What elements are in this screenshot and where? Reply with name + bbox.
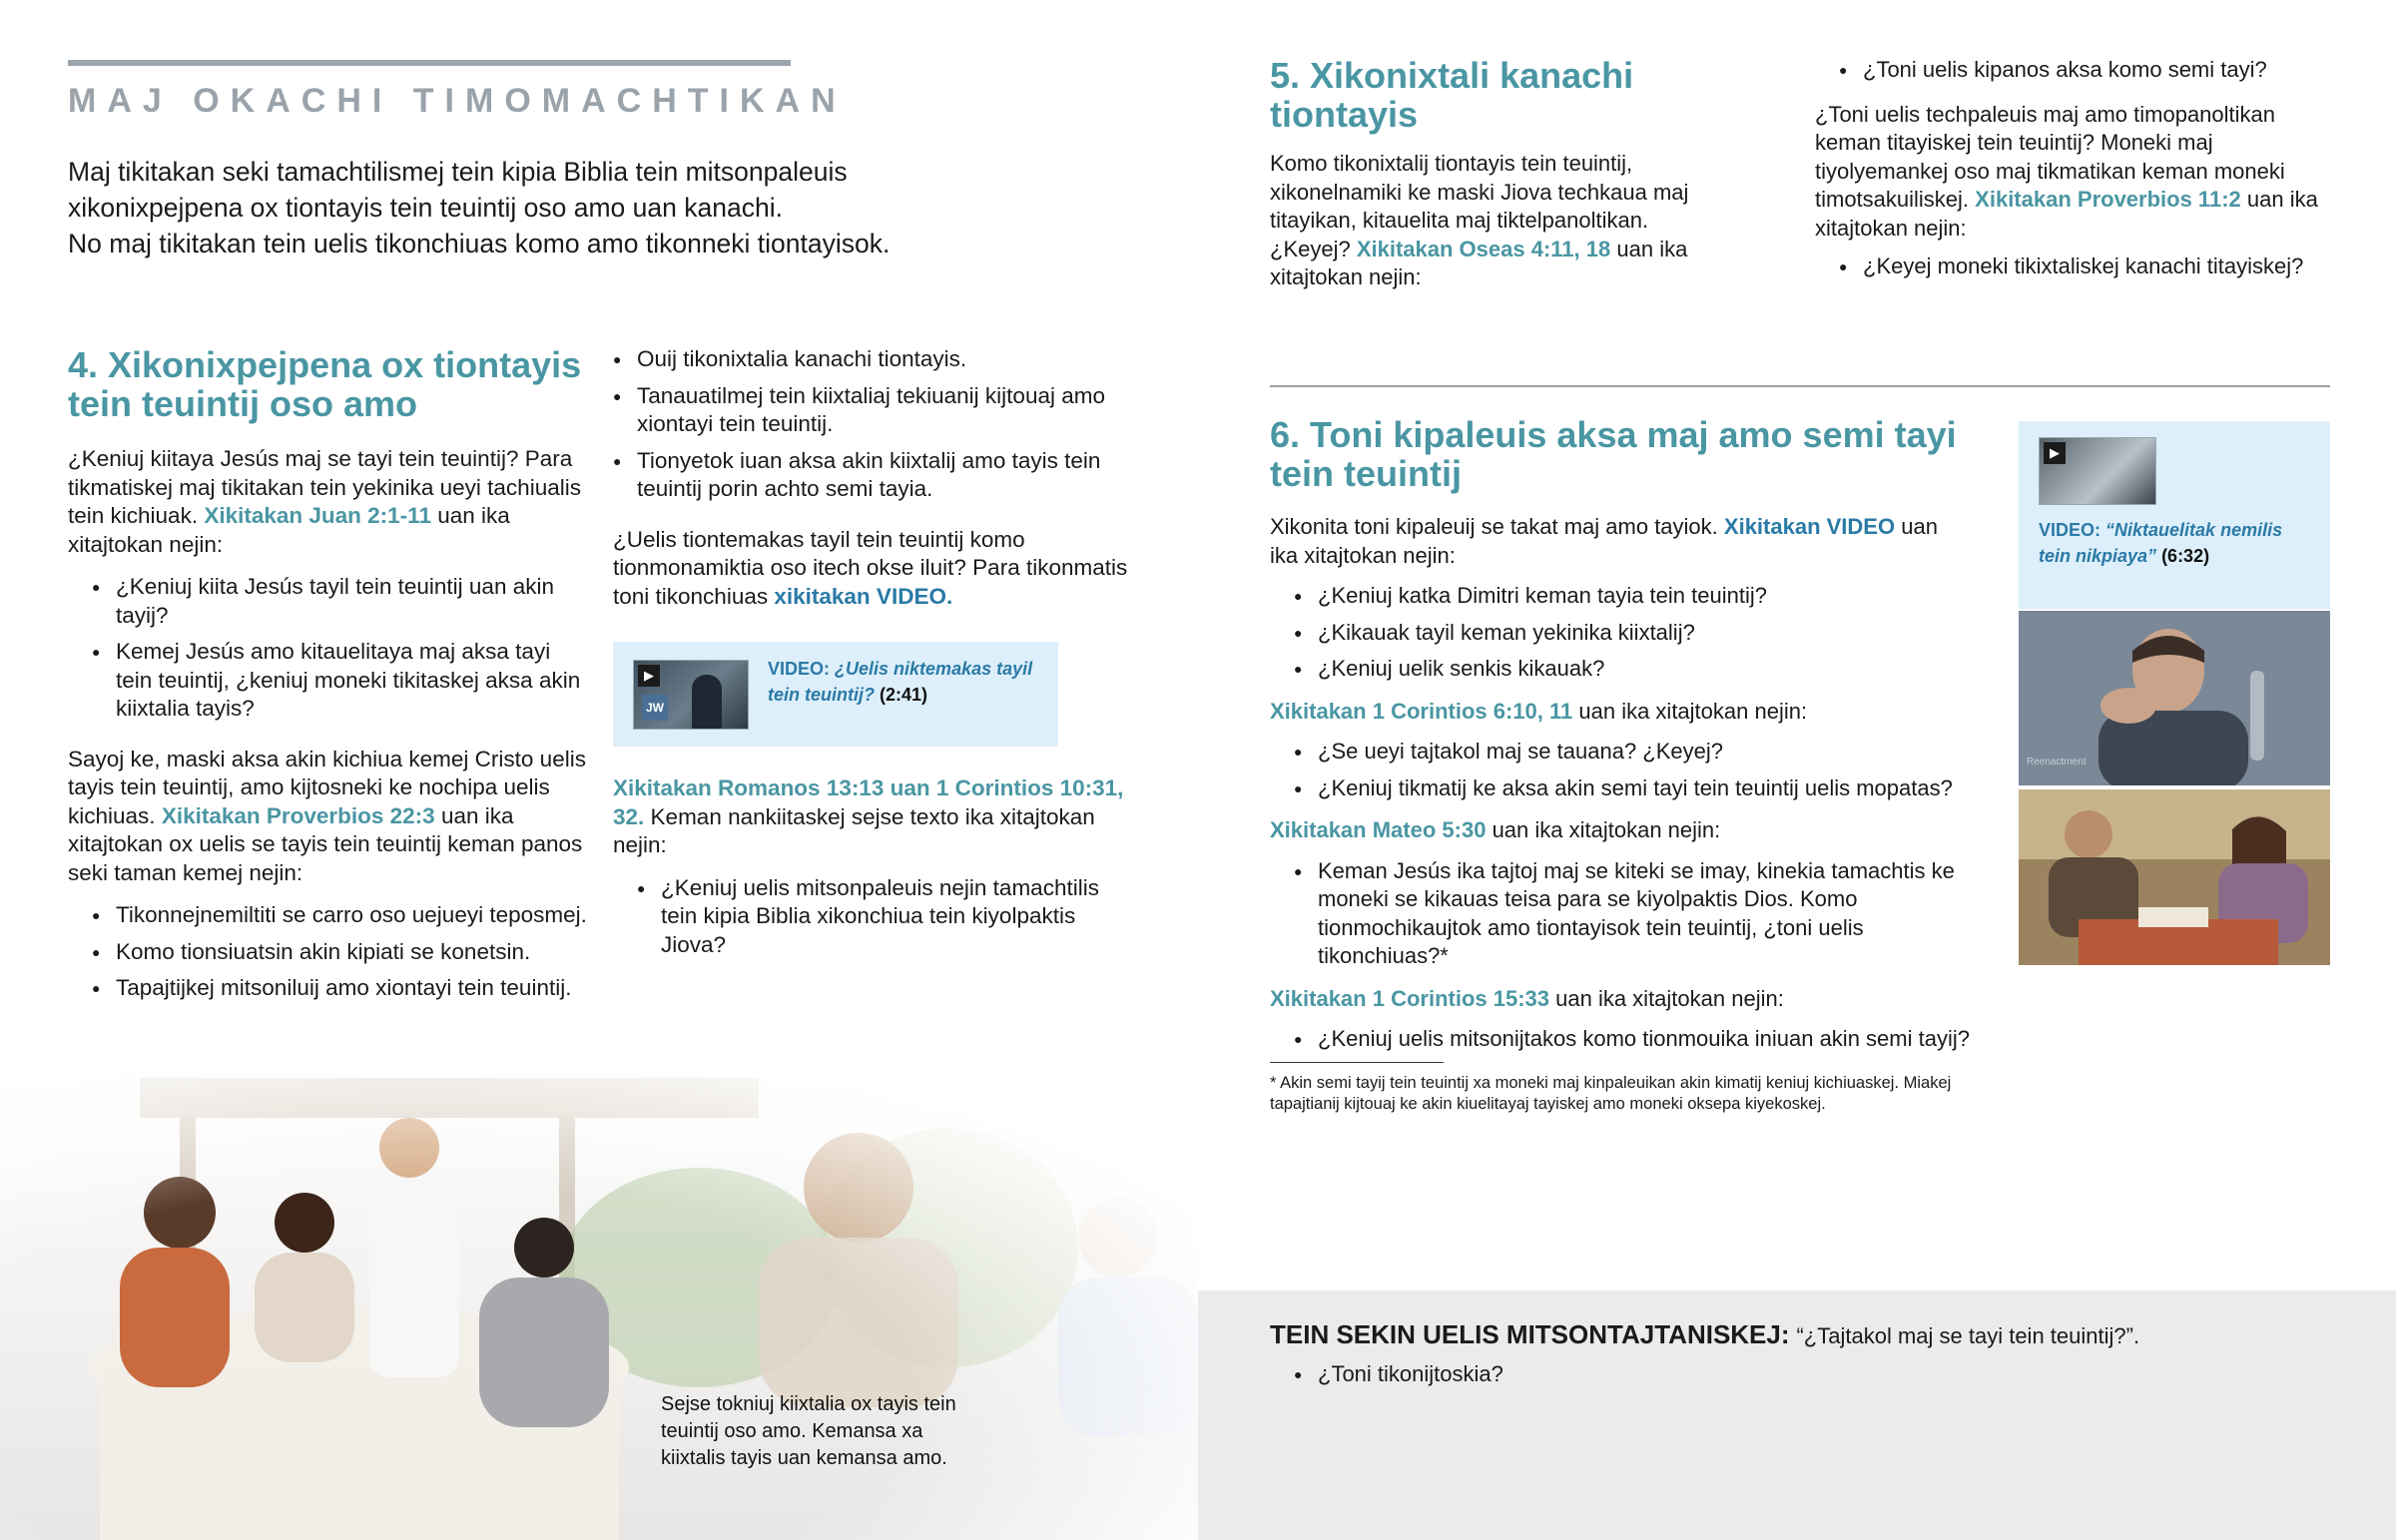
video-link[interactable]: Xikitakan VIDEO xyxy=(1723,514,1896,539)
question-item: ● ¿Keniuj katka Dimitri keman tayia tein teuintij? xyxy=(1270,582,1989,611)
section-4-col-b-lower xyxy=(613,774,1132,967)
scripture-link[interactable]: Xikitakan Mateo 5:30 xyxy=(1270,817,1487,842)
paragraph-text: Sayoj ke, maski aksa akin kichiua kemej Cristo uelis tayis tein teuintij, amo kijtosneki ke nochipa uelis kichiuas. xyxy=(68,746,586,828)
section-5-title: 5. Xikonixtali kanachi tiontayis xyxy=(1270,55,1634,135)
section-divider xyxy=(1270,385,2330,387)
paragraph-text: ¿Keniuj kiitaya Jesús maj se tayi tein teuintij? Para tikmatiskej maj tikitakan tein yekinika ueyi tachiualis tein kichiuak. xyxy=(68,446,581,528)
intro-line: No maj tikitakan tein uelis tikonchiuas komo amo tikonneki tiontayisok. xyxy=(68,229,891,258)
video-label: VIDEO: xyxy=(768,659,831,679)
scripture-link[interactable]: Xikitakan 1 Corintios 15:33 xyxy=(1270,985,1549,1011)
video-title: ¿Uelis niktemakas tayil tein teuintij? xyxy=(768,659,1033,705)
scripture-link[interactable]: Xikitakan Oseas 4:11, 18 xyxy=(1356,236,1611,261)
paragraph xyxy=(1270,985,1989,1014)
question-list xyxy=(613,874,1132,960)
question-item: ● Tapajtijkej mitsoniluij amo xiontayi tein teuintij. xyxy=(68,974,587,1003)
paragraph-text: uan ika xitajtokan nejin: xyxy=(1492,817,1721,842)
question-item: ● ¿Toni tikonijtoskia? xyxy=(1270,1360,1503,1389)
question-list xyxy=(1270,738,1989,802)
section-4-title-line: 4. Xikonixpejpena ox tiontayis xyxy=(68,344,582,385)
question-item: ● Kemej Jesús amo kitauelitaya maj aksa tayi tein teuintij, ¿keniuj moneki tikitaskej aksa akin kiixtalia tayis? xyxy=(68,638,587,724)
video-link[interactable]: xikitakan VIDEO. xyxy=(774,583,953,609)
paragraph xyxy=(613,774,1132,860)
question-list xyxy=(1270,857,1989,971)
jw-logo-icon: JW xyxy=(642,695,668,721)
review-question: “¿Tajtakol maj se tayi tein teuintij?”. xyxy=(1796,1323,2140,1348)
video-caption xyxy=(2039,517,2318,569)
paragraph-text: ¿Uelis tiontemakas tayil tein teuintij komo tionmonamiktia oso itech okse iluit? Para tikonmatis toni tikonchiuas xyxy=(613,526,1128,609)
question-item: ● ¿Keyej moneki tikixtaliskej kanachi titayiskej? xyxy=(1815,253,2334,281)
video-title: “Niktauelitak nemilis tein nikpiaya” xyxy=(2039,520,2283,566)
paragraph xyxy=(613,526,1132,612)
question-item: ● ¿Keniuj kiita Jesús tayil tein teuintij uan akin tayij? xyxy=(68,573,587,630)
video-thumbnail[interactable] xyxy=(2039,437,2156,505)
paragraph-text: ¿Toni uelis techpaleuis maj amo timopanoltikan keman titayiskej tein teuintij? Moneki maj tiyolyemankej oso maj tikmatikan keman moneki timotsakuiliskej. xyxy=(1815,101,2285,212)
paragraph-text: uan ika xitajtokan nejin: xyxy=(1555,985,1784,1011)
scripture-link[interactable]: Xikitakan Proverbios 11:2 xyxy=(1975,187,2241,212)
question-item: ● ¿Keniuj tikmatij ke aksa akin semi tayi tein teuintij uelis mopatas? xyxy=(1270,774,1989,803)
paragraph-text: uan ika xitajtokan nejin: xyxy=(1270,236,1688,289)
photo-watermark: Reenactment xyxy=(2027,757,2087,768)
photo-study xyxy=(2019,789,2330,965)
photo-man-sitting xyxy=(2019,611,2330,785)
question-list xyxy=(1270,1025,1989,1054)
intro-line: Maj tikitakan seki tamachtilismej tein kipia Biblia tein mitsonpaleuis xyxy=(68,157,848,187)
question-item: ● Tikonnejnemiltiti se carro oso uejueyi teposmej. xyxy=(68,901,587,930)
question-item: ● Tanauatilmej tein kiixtaliaj tekiuanij kijtouaj amo xiontayi tein teuintij. xyxy=(589,382,1132,439)
paragraph xyxy=(1270,150,1729,292)
section-4-title xyxy=(68,345,587,423)
header-rule xyxy=(68,60,791,66)
review-question-line xyxy=(1270,1318,2139,1352)
section-5-col-a xyxy=(1270,56,1729,292)
video-duration: (6:32) xyxy=(2161,546,2210,566)
question-item: ● ¿Se ueyi tajtakol maj se tauana? ¿Keyej? xyxy=(1270,738,1989,767)
play-icon[interactable]: ▶ xyxy=(2044,442,2066,464)
question-item: ● ¿Kikauak tayil keman yekinika kiixtalij? xyxy=(1270,619,1989,648)
question-item: ● ¿Keniuj uelik senkis kikauak? xyxy=(1270,655,1989,684)
restaurant-illustration xyxy=(0,1038,1198,1540)
scripture-link[interactable]: Xikitakan 1 Corintios 6:10, 11 xyxy=(1270,698,1573,724)
section-4-title-line: tein teuintij oso amo xyxy=(68,383,418,424)
presenter-figure xyxy=(692,675,722,729)
question-list xyxy=(68,901,587,1003)
review-panel xyxy=(1198,1290,2396,1540)
section-heading: MAJ OKACHI TIMOMACHTIKAN xyxy=(68,82,847,120)
question-list xyxy=(68,573,587,724)
intro-line: xikonixpejpena ox tiontayis tein teuintij oso amo uan kanachi. xyxy=(68,193,783,223)
question-item: ● Komo tionsiuatsin akin kipiati se konetsin. xyxy=(68,938,587,967)
paragraph-text: uan ika xitajtokan nejin: xyxy=(1815,187,2318,241)
paragraph xyxy=(68,445,587,559)
section-6-title-line: 6. Toni kipaleuis aksa maj amo semi tayi xyxy=(1270,414,1957,455)
paragraph-text: uan ika xitajtokan nejin: xyxy=(1578,698,1808,724)
video-label: VIDEO: xyxy=(2039,520,2101,540)
question-item: ● Keman Jesús ika tajtoj maj se kiteki se imay, kinekia tamachtis ke moneki se kikauas teisa para se kiyolpaktis Dios. Komo tionmochikaujtok amo tiontayisok tein teuintij, ¿toni uelis tikonchiuas?* xyxy=(1270,857,1989,971)
footnote: * Akin semi tayij tein teuintij xa moneki maj kinpaleuikan akin kimatij keniuj kichiuaskej. Miakej tapajtianij kijtouaj ke akin kiuelitayaj tayiskej amo moneki oksepa kiyekoskej. xyxy=(1270,1073,1952,1113)
play-icon[interactable]: ▶ xyxy=(638,665,660,687)
question-list xyxy=(589,345,1132,504)
scripture-link[interactable]: Xikitakan Juan 2:1-11 xyxy=(204,503,431,528)
video-thumbnail[interactable] xyxy=(633,660,749,730)
video-box[interactable] xyxy=(613,642,1058,747)
paragraph-text: uan ika xitajtokan nejin: xyxy=(1270,514,1938,568)
scripture-link[interactable]: Xikitakan Romanos 13:13 uan 1 Corintios 10:31, 32. xyxy=(613,775,1124,829)
question-list xyxy=(1815,253,2334,281)
question-item: ● Ouij tikonixtalia kanachi tiontayis. xyxy=(589,345,1132,374)
photo-study-svg xyxy=(2019,789,2330,965)
scripture-link[interactable]: Xikitakan Proverbios 22:3 xyxy=(161,802,435,828)
question-item: ● ¿Keniuj uelis mitsonpaleuis nejin tamachtilis tein kipia Biblia xikonchiua tein kiyolpaktis Jiova? xyxy=(613,874,1132,960)
section-4-col-a xyxy=(68,345,587,1011)
footnote-rule xyxy=(1270,1062,1444,1063)
question-item: ● ¿Toni uelis kipanos aksa komo semi tayi? xyxy=(1815,56,2334,85)
paragraph-text: Komo tikonixtalij tiontayis tein teuintij, xikonelnamiki ke maski Jiova techkaua maj titayikan, kitauelita maj tiktelpanoltikan. ¿Keyej? xyxy=(1270,151,1689,261)
paragraph-text: uan ika xitajtokan ox uelis se tayis tein teuintij keman panos seki taman kemej nejin: xyxy=(68,802,583,885)
question-list xyxy=(1815,56,2334,85)
section-6-main xyxy=(1270,415,1989,1115)
paragraph-text: Xikonita toni kipaleuij se takat maj amo tayiok. xyxy=(1270,514,1718,539)
question-item: ● Tionyetok iuan aksa akin kiixtalij amo tayis tein teuintij porin achto semi tayia. xyxy=(589,447,1132,504)
question-list xyxy=(1270,1360,1503,1397)
illustration-caption: Sejse tokniuj kiixtalia ox tayis tein teuintij oso amo. Kemansa xa kiixtalis tayis uan kemansa amo. xyxy=(661,1393,956,1469)
question-list xyxy=(1270,582,1989,684)
paragraph xyxy=(68,746,587,888)
paragraph xyxy=(1815,101,2334,244)
section-4-col-b xyxy=(613,345,1132,625)
paragraph xyxy=(1270,816,1989,845)
review-label: TEIN SEKIN UELIS MITSONTAJTANISKEJ: xyxy=(1270,1319,1790,1349)
section-6-title xyxy=(1270,415,1989,493)
video-caption xyxy=(768,656,1037,708)
question-item: ● ¿Keniuj uelis mitsonijtakos komo tionmouika iniuan akin semi tayij? xyxy=(1270,1025,1989,1054)
video-duration: (2:41) xyxy=(880,685,928,705)
paragraph-text: uan ika xitajtokan nejin: xyxy=(68,503,510,557)
intro-text xyxy=(68,154,966,261)
paragraph-text: Keman nankiitaskej sejse texto ika xitajtokan nejin: xyxy=(613,803,1095,857)
paragraph xyxy=(1270,513,1969,570)
section-6-title-line: tein teuintij xyxy=(1270,453,1462,494)
paragraph xyxy=(1270,698,1989,727)
illustration-svg xyxy=(0,1038,1198,1540)
video-panel[interactable] xyxy=(2019,421,2330,609)
section-5-col-b xyxy=(1815,56,2334,289)
